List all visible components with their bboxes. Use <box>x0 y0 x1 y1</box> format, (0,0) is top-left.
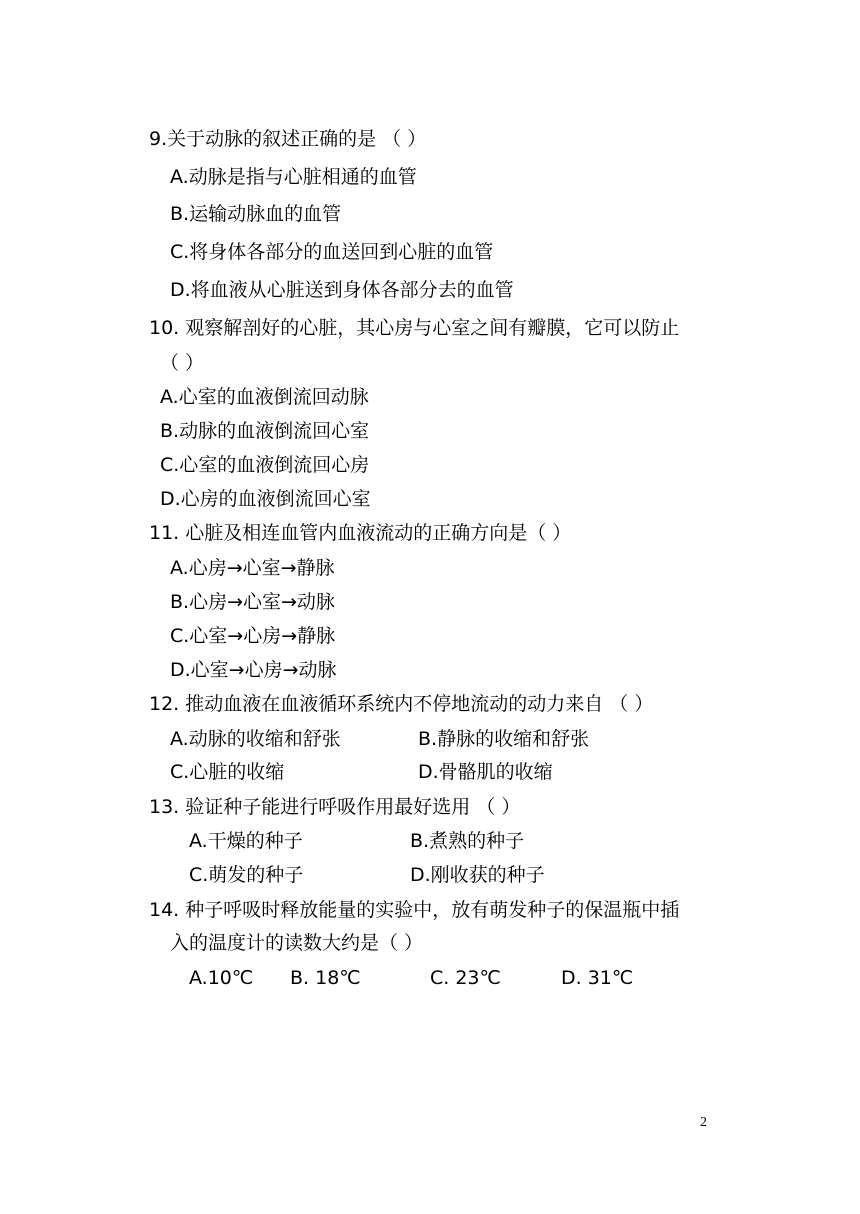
question-12-stem: 12. 推动血液在血液循环系统内不停地流动的动力来自 （ ） <box>149 693 654 715</box>
question-12-option-a: A.动脉的收缩和舒张 <box>170 728 341 750</box>
question-11-stem: 11. 心脏及相连血管内血液流动的正确方向是（ ） <box>149 522 572 544</box>
question-9-option-a: A.动脉是指与心脏相通的血管 <box>170 166 417 188</box>
question-14-option-c: C. 23℃ <box>430 967 501 989</box>
question-13-option-a: A.干燥的种子 <box>189 830 303 852</box>
question-10-stem-line-2: （ ） <box>160 352 205 374</box>
question-10-stem-line-1: 10. 观察解剖好的心脏，其心房与心室之间有瓣膜，它可以防止 <box>149 317 680 339</box>
question-11-option-c: C.心室→心房→静脉 <box>170 625 336 647</box>
question-14-option-b: B. 18℃ <box>290 967 361 989</box>
question-11-option-d: D.心室→心房→动脉 <box>170 659 337 681</box>
question-14-option-d: D. 31℃ <box>561 967 634 989</box>
question-10-option-c: C.心室的血液倒流回心房 <box>160 454 370 476</box>
question-9-option-c: C.将身体各部分的血送回到心脏的血管 <box>170 241 494 263</box>
question-11-option-b: B.心房→心室→动脉 <box>170 591 335 613</box>
question-9-option-d: D.将血液从心脏送到身体各部分去的血管 <box>170 279 514 301</box>
question-12-option-d: D.骨骼肌的收缩 <box>418 761 553 783</box>
question-13-stem: 13. 验证种子能进行呼吸作用最好选用 （ ） <box>149 796 521 818</box>
question-13-option-b: B.煮熟的种子 <box>410 830 525 852</box>
question-14-stem-line-1: 14. 种子呼吸时释放能量的实验中，放有萌发种子的保温瓶中插 <box>149 899 680 921</box>
question-12-option-b: B.静脉的收缩和舒张 <box>418 728 590 750</box>
question-10-option-a: A.心室的血液倒流回动脉 <box>160 386 369 408</box>
question-9-stem: 9.关于动脉的叙述正确的是 （ ） <box>149 128 427 150</box>
question-10-option-b: B.动脉的血液倒流回心室 <box>160 420 370 442</box>
question-13-option-d: D.刚收获的种子 <box>410 864 545 886</box>
question-10-option-d: D.心房的血液倒流回心室 <box>160 488 371 510</box>
question-13-option-c: C.萌发的种子 <box>189 864 304 886</box>
question-12-option-c: C.心脏的收缩 <box>170 761 285 783</box>
page-number: 2 <box>700 1115 707 1130</box>
question-11-option-a: A.心房→心室→静脉 <box>170 557 335 579</box>
question-14-stem-line-2: 入的温度计的读数大约是（ ） <box>170 932 424 954</box>
question-9-option-b: B.运输动脉血的血管 <box>170 203 342 225</box>
question-14-option-a: A.10℃ <box>189 967 254 989</box>
